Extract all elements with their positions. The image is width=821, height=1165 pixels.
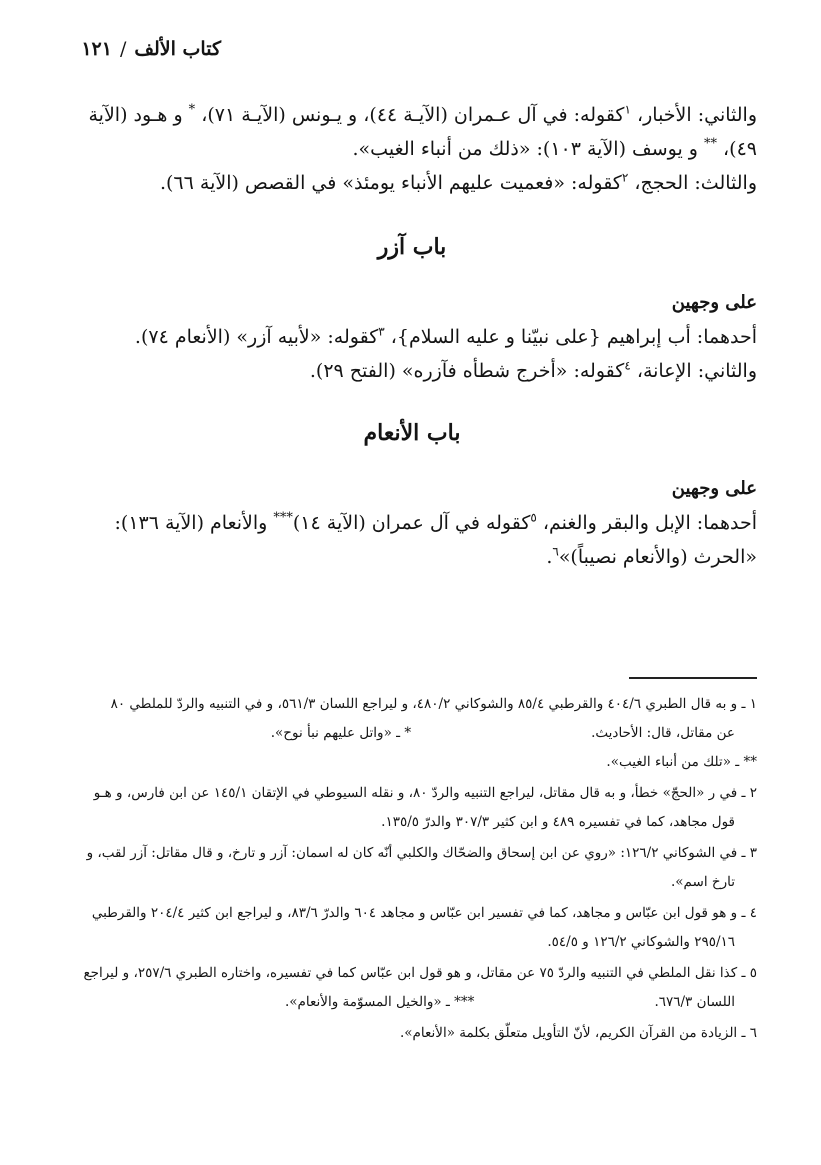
footnote-text: ٥ ـ كذا نقل الملطي في التنبيه والردّ ٧٥ عن مقاتل، و هو قول ابن عبّاس كما في تفسيره، واختاره الطبري ٢٥٧/٦، و ليراجع	[83, 965, 757, 981]
footnote-star-text: * ـ «واتل عليهم نبأ نوح».	[270, 725, 412, 741]
paragraph-support	[67, 354, 757, 388]
paragraph-livestock	[67, 506, 757, 540]
footnote-2	[65, 779, 757, 837]
paragraph-father-ibrahim	[67, 320, 757, 354]
footnote-text: ٢٩٥/١٦ والشوكاني ١٢٦/٢ و ٥٤/٥.	[547, 934, 735, 950]
footnote-text: ٤ ـ و هو قول ابن عبّاس و مجاهد، كما في تفسير ابن عبّاس و مجاهد ٦٠٤ والدرّ ٨٣/٦، و ليراجع ابن كثير ٢٠٤/٤ والقرطبي	[91, 905, 757, 921]
text-segment: والثاني: الإعانة،	[630, 360, 757, 382]
footnote-ref: ١	[624, 102, 631, 117]
text-segment: «الحرث (والأنعام نصيباً)»	[558, 546, 757, 568]
text-segment: كقوله: «لأبيه آزر» (الأنعام ٧٤).	[134, 326, 379, 348]
footnote-text: عن مقاتل، قال: الأحاديث.	[591, 725, 735, 741]
section-heading-azar: باب آزر	[377, 234, 447, 260]
subheading-two-aspects: على وجهين	[671, 292, 757, 313]
text-segment: أحدهما: أب إبراهيم {على نبيّنا و عليه السلام}،	[384, 326, 757, 348]
text-segment: و هـود (الآية ٤٩)،	[88, 104, 757, 160]
section-heading-anaam: باب الأنعام	[363, 420, 461, 446]
footnote-star-text: ** ـ «تلك من أنباء الغيب».	[606, 754, 757, 770]
paragraph-quote	[67, 540, 757, 574]
footnote-text: ٢ ـ في ر «الحجّ» خطأ، و به قال مقاتل، ليراجع التنبيه والردّ ٨٠، و نقله السيوطي في الإتقان ١٤٥/١ عن ابن فارس، و هـو	[93, 785, 757, 801]
footnote-text: ١ ـ و به قال الطبري ٤٠٤/٦ والقرطبي ٨٥/٤ والشوكاني ٤٨٠/٢، و ليراجع اللسان ٥٦١/٣، و في التنبيه والردّ للملطي ٨٠	[110, 696, 757, 712]
main-text	[67, 98, 757, 574]
footnote-divider	[629, 677, 757, 679]
text-segment: .	[546, 546, 553, 568]
header-separator: /	[119, 38, 127, 60]
footnote-ref: ٣	[378, 324, 385, 339]
text-segment: والثالث: الحجج،	[628, 172, 757, 194]
paragraph-news	[67, 98, 757, 166]
footnote-ref: ٢	[621, 170, 629, 185]
page-number: ١٢١	[81, 38, 112, 60]
footnote-text: تارخ اسم».	[671, 874, 735, 890]
footnote-text: ٦ ـ الزيادة من القرآن الكريم، لأنّ التأويل متعلّق بكلمة «الأنعام».	[399, 1025, 757, 1041]
text-segment: والأنعام (الآية ١٣٦):	[114, 512, 274, 534]
text-segment: أحدهما: الإبل والبقر والغنم،	[536, 512, 757, 534]
footnote-ref: ٦	[552, 544, 559, 559]
paragraph-proofs	[67, 166, 757, 200]
footnote-5	[65, 959, 757, 1017]
running-header	[61, 38, 221, 60]
text-segment: كقوله: «فعميت عليهم الأنباء يومئذ» في القصص (الآية ٦٦).	[159, 172, 622, 194]
footnote-text: قول مجاهد، كما في تفسيره ٤٨٩ و ابن كثير ٣٠٧/٣ والدرّ ١٣٥/٥.	[381, 814, 735, 830]
footnote-text: ٣ ـ في الشوكاني ١٢٦/٢: «روي عن ابن إسحاق والضحّاك والكلبي أنّه كان له اسمان: آزر و تارخ، و قال مقاتل: آزر لقب، و	[86, 845, 757, 861]
footnote-1	[65, 690, 757, 777]
footnotes	[65, 690, 757, 1050]
footnote-ref: ٤	[624, 358, 631, 373]
text-segment: كقوله: «أخرج شطأه فآزره» (الفتح ٢٩).	[309, 360, 625, 382]
text-segment: كقوله: في آل عـمران (الآيـة ٤٤)، و يـونس (الآيـة ٧١)،	[195, 104, 625, 126]
footnote-star: *	[188, 102, 196, 118]
footnote-star-text: *** ـ «والخيل المسوّمة والأنعام».	[284, 994, 475, 1010]
footnote-3	[65, 839, 757, 897]
footnote-4	[65, 899, 757, 957]
footnote-6	[65, 1019, 757, 1048]
text-segment: و يوسف (الآية ١٠٣): «ذلك من أنباء الغيب».	[352, 138, 704, 160]
text-segment: كقوله في آل عمران (الآية ١٤)	[292, 512, 531, 534]
footnote-star: ***	[273, 510, 293, 526]
footnote-star: **	[703, 136, 717, 152]
subheading-two-aspects: على وجهين	[671, 478, 757, 499]
footnote-ref: ٥	[530, 510, 537, 525]
text-segment: والثاني: الأخبار،	[630, 104, 757, 126]
header-title: كتاب الألف	[134, 38, 221, 60]
footnote-text: اللسان ٦٧٦/٣.	[654, 994, 735, 1010]
